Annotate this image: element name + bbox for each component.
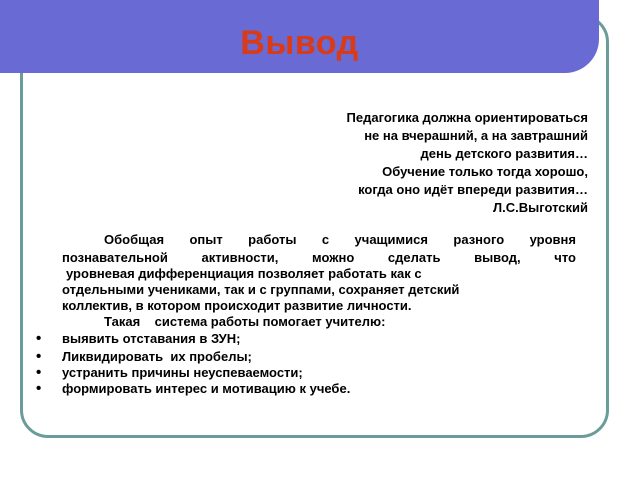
quote-line-1: Педагогика должна ориентироваться [346, 110, 588, 125]
word: что [554, 250, 576, 265]
word: разного [453, 232, 505, 247]
bullet-dot-icon: • [36, 364, 42, 381]
quote-line-5: когда оно идёт впереди развития… [358, 182, 588, 197]
paragraph-line-4: отдельными учениками, так и с группами, сохраняет детский [62, 282, 460, 297]
paragraph-line-3: уровневая дифференциация позволяет работать как с [66, 266, 422, 281]
word: вывод, [474, 250, 521, 265]
paragraph-line-5: коллектив, в котором происходит развитие личности. [62, 298, 412, 313]
bullet-text: устранить причины неуспеваемости; [62, 365, 303, 380]
bullet-item [36, 365, 303, 380]
quote-author: Л.С.Выготский [493, 200, 588, 215]
bullet-dot-icon: • [36, 348, 42, 365]
bullet-text: выявить отставания в ЗУН; [62, 331, 241, 346]
word: учащимися [354, 232, 428, 247]
paragraph-line-2 [62, 250, 576, 265]
bullet-item [36, 331, 240, 346]
paragraph-line-6: Такая система работы помогает учителю: [104, 314, 386, 329]
slide-title: Вывод [240, 24, 359, 62]
bullet-dot-icon: • [36, 330, 42, 347]
word: опыт [189, 232, 223, 247]
paragraph-line-1 [104, 232, 576, 247]
word: активности, [201, 250, 279, 265]
bullet-dot-icon: • [36, 380, 42, 397]
bullet-item [36, 381, 350, 396]
word: можно [312, 250, 355, 265]
bullet-text: формировать интерес и мотивацию к учебе. [62, 381, 351, 396]
bullet-text: Ликвидировать их пробелы; [62, 349, 252, 364]
quote-line-3: день детского развития… [420, 146, 588, 161]
quote-line-2: не на вчерашний, а на завтрашний [364, 128, 588, 143]
word: работы [248, 232, 297, 247]
word: познавательной [62, 250, 168, 265]
bullet-item [36, 349, 252, 364]
word: уровня [529, 232, 576, 247]
word: Обобщая [104, 232, 165, 247]
quote-line-4: Обучение только тогда хорошо, [382, 164, 588, 179]
word: сделать [387, 250, 441, 265]
word: с [321, 232, 330, 247]
